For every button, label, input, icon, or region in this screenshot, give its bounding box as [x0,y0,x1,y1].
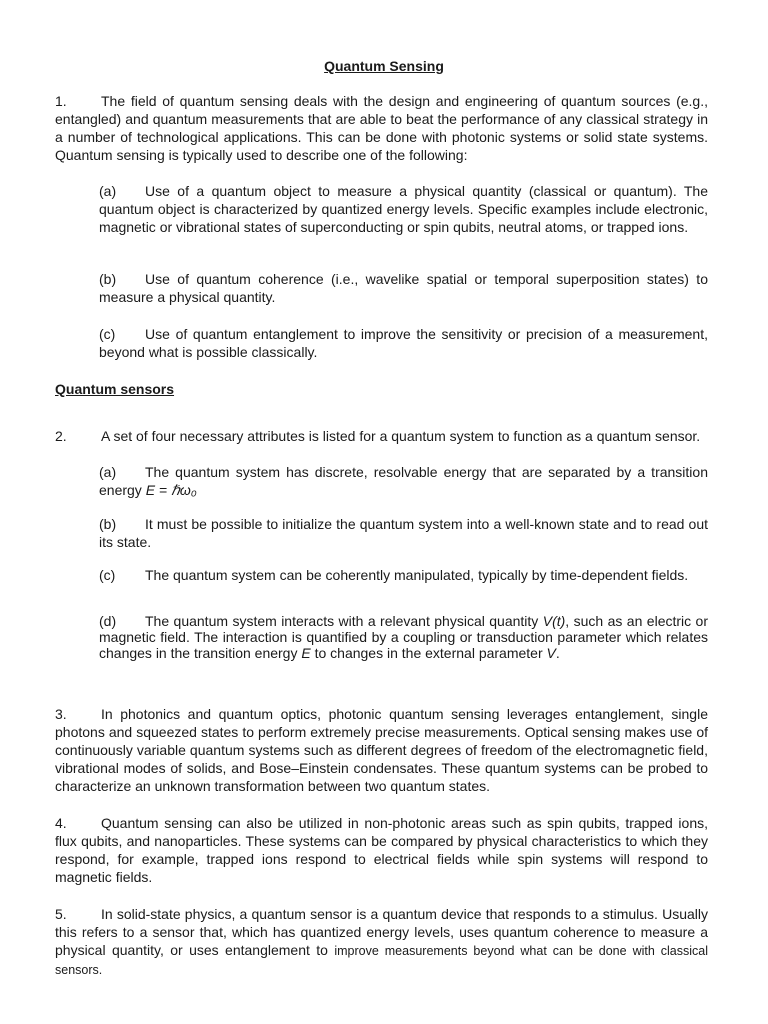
list-item-2a [99,463,708,499]
item-text: The quantum system can be coherently manipulated, typically by time-dependent fields. [145,567,689,583]
page-title: Quantum Sensing [324,58,444,74]
item-label: (b) [99,271,117,287]
paragraph-text-small: improve measurements beyond what can be done with classical sensors. [55,944,708,977]
list-item-2b [99,515,708,551]
item-text: The quantum system has discrete, resolvable energy that are separated by a transition energy [99,464,708,498]
variable-v-t: V(t) [542,613,566,629]
item-label: (b) [99,516,117,532]
item-label: (a) [99,464,117,480]
paragraph-number: 3. [55,706,67,722]
paragraph-text: Quantum sensing can also be utilized in non-photonic areas such as spin qubits, trapped ions, flux qubits, and nanoparticles. These systems can be compared by physical characteristics to which they respond, for example, trapped ions respond to electrical fields while spin systems will respond to magnetic fields. [55,815,708,885]
variable-e: E [301,645,311,661]
paragraph-text: The field of quantum sensing deals with the design and engineering of quantum sources (e.g., entangled) and quantum measurements that are able to beat the performance of any classical strategy in a number of technological applications. This can be done with photonic systems or solid state systems. Quantum sensing is typically used to describe one of the following: [55,93,708,163]
paragraph-text: In solid-state physics, a quantum sensor is a quantum device that responds to a stimulus. Usually this refers to a sensor that, which has quantized energy levels, uses quantum coherence to measure a physical quantity, or uses entanglement to [55,906,708,958]
paragraph-text: A set of four necessary attributes is listed for a quantum system to function as a quantum sensor. [101,428,701,444]
list-item-1a [99,182,708,236]
paragraph-3 [55,705,708,795]
paragraph-2 [55,427,708,445]
paragraph-number: 4. [55,815,67,831]
paragraph-number: 1. [55,93,67,109]
list-item-2c [99,566,708,584]
list-item-1c [99,325,708,361]
item-text: , such as an electric or magnetic field. The interaction is quantified by a coupling or transduction parameter which relates changes in the transition energy [99,613,709,661]
section-heading: Quantum sensors [55,381,175,397]
paragraph-4 [55,814,708,886]
item-text: Use of quantum entanglement to improve the sensitivity or precision of a measurement, beyond what is possible classically. [99,326,708,360]
paragraph-number: 2. [55,428,67,444]
item-text: Use of a quantum object to measure a physical quantity (classical or quantum). The quantum object is characterized by quantized energy levels. Specific examples include electronic, magnetic or vibrational states of superconducting or spin qubits, neutral atoms, or trapped ions. [99,183,708,235]
item-label: (c) [99,567,116,583]
item-text: The quantum system interacts with a relevant physical quantity [145,613,543,629]
item-text: . [555,645,560,661]
paragraph-number: 5. [55,906,67,922]
list-item-2d [99,613,708,661]
variable-v: V [546,645,556,661]
item-label: (d) [99,613,117,629]
item-text: Use of quantum coherence (i.e., wavelike spatial or temporal superposition states) to measure a physical quantity. [99,271,708,305]
item-text: It must be possible to initialize the quantum system into a well-known state and to read out its state. [99,516,708,550]
item-label: (c) [99,326,116,342]
item-label: (a) [99,183,117,199]
paragraph-text: In photonics and quantum optics, photonic quantum sensing leverages entanglement, single photons and squeezed states to perform extremely precise measurements. Optical sensing makes use of continuously variable quantum systems such as different degrees of freedom of the electromagnetic field, vibrational modes of solids, and Bose–Einstein condensates. These quantum systems can be probed to characterize an unknown transformation between two quantum states. [55,706,708,794]
paragraph-5 [55,905,708,979]
list-item-1b [99,270,708,306]
transition-energy-equation: E = ℏω₀ [145,482,197,498]
paragraph-1 [55,92,708,164]
item-text: to changes in the external parameter [310,645,547,661]
